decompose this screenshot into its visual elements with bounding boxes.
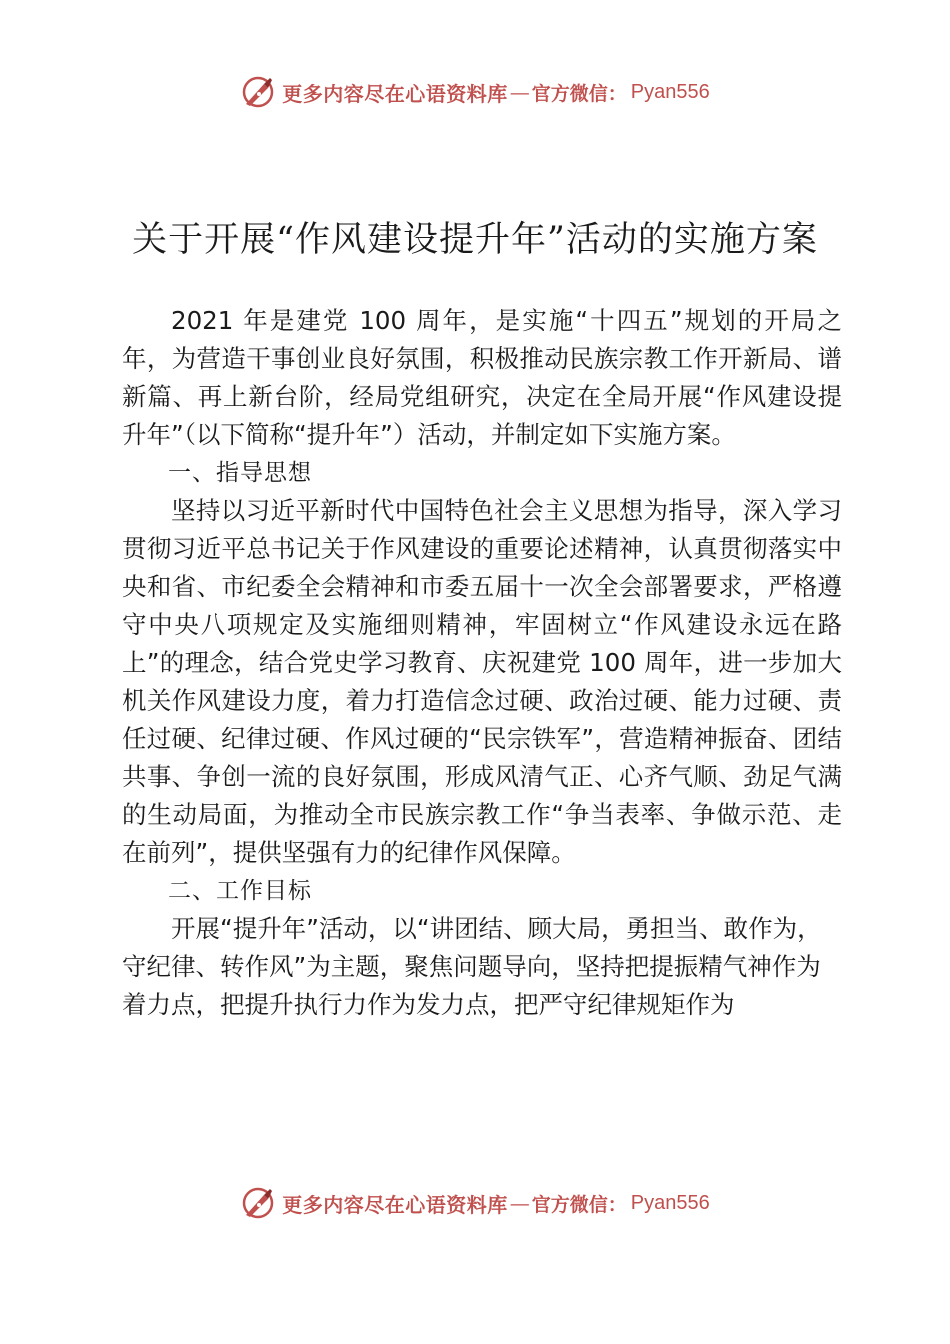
watermark-dash: — [509, 80, 530, 104]
watermark-header [0, 72, 950, 112]
paragraph-work-goals: 开展“提升年”活动，以“讲团结、顾大局，勇担当、敢作为，守纪律、转作风”为主题，聚焦问题导向，坚持把提振精气神作为着力点，把提升执行力作为发力点，把严守纪律规矩作为 [122, 914, 822, 1019]
watermark-brand: 更多内容尽在心语资料库 [282, 81, 508, 106]
section-heading-guiding-thought: 一、指导思想 [168, 460, 312, 486]
section-heading-work-goals: 二、工作目标 [168, 878, 312, 904]
watermark-wechat-id: Pyan556 [630, 1191, 710, 1214]
paragraph-guiding-thought: 坚持以习近平新时代中国特色社会主义思想为指导，深入学习贯彻习近平总书记关于作风建设的重要论述精神，认真贯彻落实中央和省、市纪委全会精神和市委五届十一次全会部署要求，严格遵守中央八项规定及实施细则精神，牢固树立“作风建设永远在路上”的理念，结合党史学习教育、庆祝建党 100 周年，进一步加大机关作风建设力度，着力打造信念过硬、政治过硬、能力过硬、责任过硬、纪律过硬、作风过硬的“民宗铁军”，营造精神振奋、团结共事、争创一流的良好氛围，形成风清气正、心齐气顺、劲足气满的生动局面，为推动全市民族宗教工作“争当表率、争做示范、走在前列”，提供坚强有力的纪律作风保障。 [122, 496, 842, 867]
watermark-dash: — [509, 1191, 530, 1215]
watermark-wechat-label: 官方微信： [531, 1193, 627, 1216]
watermark-wechat-label: 官方微信： [531, 82, 627, 105]
watermark-brand: 更多内容尽在心语资料库 [282, 1192, 508, 1217]
paragraph-intro: 2021 年是建党 100 周年，是实施“十四五”规划的开局之年，为营造干事创业良好氛围，积极推动民族宗教工作开新局、谱新篇、再上新台阶，经局党组研究，决定在全局开展“作风建设提升年”（以下简称“提升年”）活动，并制定如下实施方案。 [122, 306, 842, 449]
document-title: 关于开展“作风建设提升年”活动的实施方案 [132, 220, 818, 260]
document-body [122, 302, 842, 1024]
pen-nib-logo-icon [240, 74, 276, 110]
watermark-wechat-id: Pyan556 [630, 80, 710, 103]
pen-nib-logo-icon [240, 1185, 276, 1221]
watermark-footer [0, 1183, 950, 1223]
